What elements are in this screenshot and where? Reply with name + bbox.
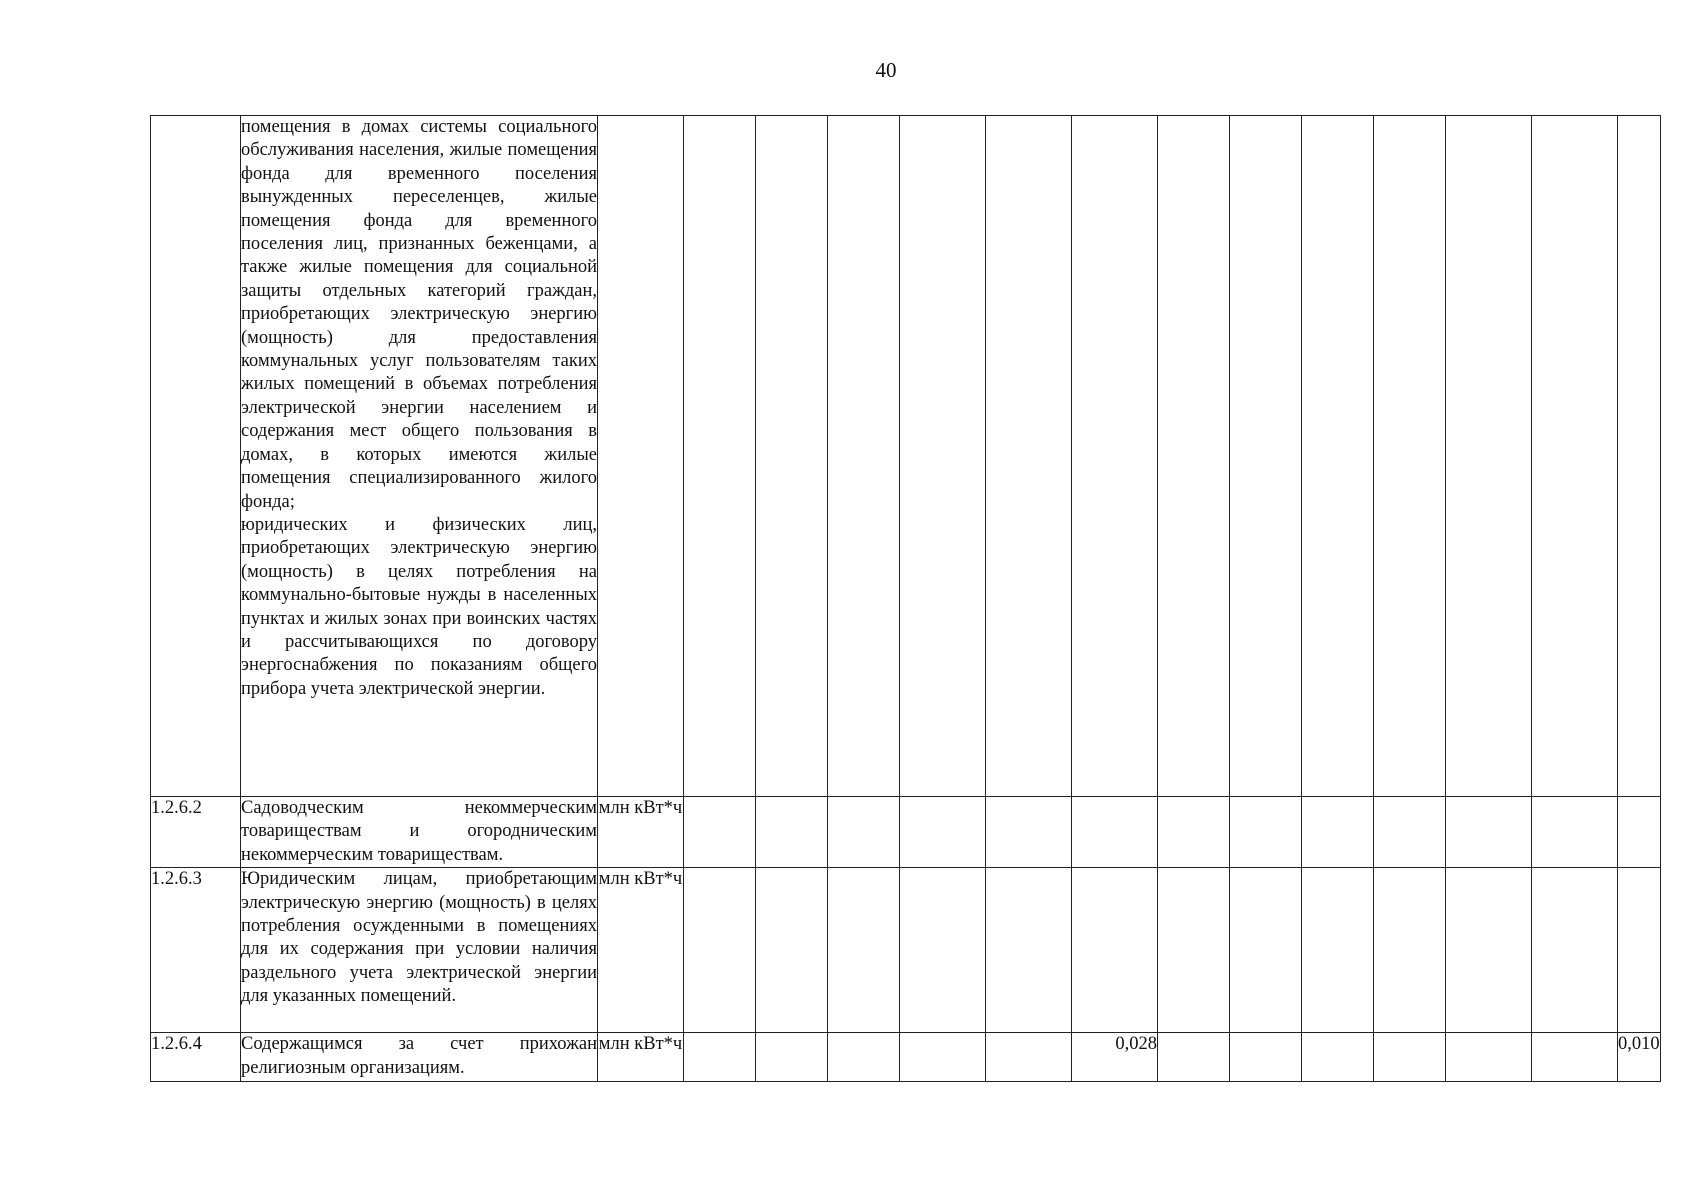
- value-cell: [1230, 1033, 1302, 1082]
- value-cell: [684, 797, 756, 868]
- value-cell: [1302, 797, 1374, 868]
- value-cell: [1158, 1033, 1230, 1082]
- description-paragraph: помещения в домах системы социального обслуживания населения, жилые помещения фонда для временного поселения вынужденных переселенцев, жилые помещения фонда для временного поселения лиц, признанных беженцами, а также жилые помещения для социальной защиты отдельных категорий граждан, приобретающих электрическую энергию (мощность) для предоставления коммунальных услуг пользователям таких жилых помещений в объемах потребления электрической энергии населением и содержания мест общего пользования в домах, в которых имеются жилые помещения специализированного жилого фонда;: [241, 117, 597, 512]
- value-cell: [1072, 116, 1158, 797]
- description-paragraph: Содержащимся за счет прихожан религиозным организациям.: [241, 1034, 597, 1078]
- value-cell: [1302, 1033, 1374, 1082]
- value-cell: [1302, 868, 1374, 1033]
- unit-cell: млн кВт*ч: [598, 797, 684, 868]
- value-cell: [1072, 797, 1158, 868]
- value-cell: [1446, 1033, 1532, 1082]
- table-row: [151, 868, 1661, 1033]
- value-cell: [1446, 797, 1532, 868]
- unit-cell: млн кВт*ч: [598, 1033, 684, 1082]
- value-cell: [756, 1033, 828, 1082]
- value-cell: [756, 116, 828, 797]
- value-cell: 0,010: [1618, 1033, 1661, 1082]
- value-cell: [986, 868, 1072, 1033]
- value-cell: [1302, 116, 1374, 797]
- value-cell: [900, 1033, 986, 1082]
- row-description: [241, 1033, 598, 1082]
- value-cell: [1374, 868, 1446, 1033]
- value-cell: [986, 797, 1072, 868]
- value-cell: [1374, 1033, 1446, 1082]
- value-cell: [1158, 116, 1230, 797]
- value-cell: [1374, 797, 1446, 868]
- description-paragraph: Юридическим лицам, приобретающим электрическую энергию (мощность) в целях потребления осужденными в помещениях для их содержания при условии наличия раздельного учета электрической энергии для указанных помещений.: [241, 869, 597, 1007]
- table-row: [151, 1033, 1661, 1082]
- value-cell: [900, 868, 986, 1033]
- value-cell: [684, 1033, 756, 1082]
- value-cell: [1618, 868, 1661, 1033]
- value-cell: [986, 1033, 1072, 1082]
- value-cell: [1158, 868, 1230, 1033]
- row-description: [241, 116, 598, 797]
- value-cell: [828, 868, 900, 1033]
- row-number: 1.2.6.4: [151, 1033, 241, 1082]
- page-number: 40: [875, 58, 897, 82]
- table-row: [151, 116, 1661, 797]
- row-description: [241, 868, 598, 1033]
- value-cell: [756, 797, 828, 868]
- data-table: [150, 115, 1661, 1082]
- value-cell: [1532, 1033, 1618, 1082]
- value-cell: [1532, 116, 1618, 797]
- row-number: [151, 116, 241, 797]
- value-cell: [684, 868, 756, 1033]
- value-cell: 0,028: [1072, 1033, 1158, 1082]
- value-cell: [1446, 868, 1532, 1033]
- value-cell: [828, 1033, 900, 1082]
- value-cell: [1532, 868, 1618, 1033]
- value-cell: [1158, 797, 1230, 868]
- value-cell: [1618, 797, 1661, 868]
- value-cell: [684, 116, 756, 797]
- description-paragraph: юридических и физических лиц, приобретающих электрическую энергию (мощность) в целях потребления на коммунально-бытовые нужды в населенных пунктах и жилых зонах при воинских частях и рассчитывающихся по договору энергоснабжения по показаниям общего прибора учета электрической энергии.: [241, 514, 597, 699]
- value-cell: [1072, 868, 1158, 1033]
- row-number: 1.2.6.3: [151, 868, 241, 1033]
- unit-cell: млн кВт*ч: [598, 868, 684, 1033]
- value-cell: [900, 797, 986, 868]
- value-cell: [1618, 116, 1661, 797]
- value-cell: [1374, 116, 1446, 797]
- description-paragraph: Садоводческим некоммерческим товариществам и огородническим некоммерческим товариществам.: [241, 798, 597, 865]
- row-description: [241, 797, 598, 868]
- value-cell: [1230, 797, 1302, 868]
- value-cell: [900, 116, 986, 797]
- value-cell: [1230, 868, 1302, 1033]
- value-cell: [1230, 116, 1302, 797]
- value-cell: [1532, 797, 1618, 868]
- table-body: [151, 116, 1661, 1082]
- value-cell: [1446, 116, 1532, 797]
- value-cell: [756, 868, 828, 1033]
- table-row: [151, 797, 1661, 868]
- value-cell: [986, 116, 1072, 797]
- value-cell: [828, 116, 900, 797]
- unit-cell: [598, 116, 684, 797]
- value-cell: [828, 797, 900, 868]
- row-number: 1.2.6.2: [151, 797, 241, 868]
